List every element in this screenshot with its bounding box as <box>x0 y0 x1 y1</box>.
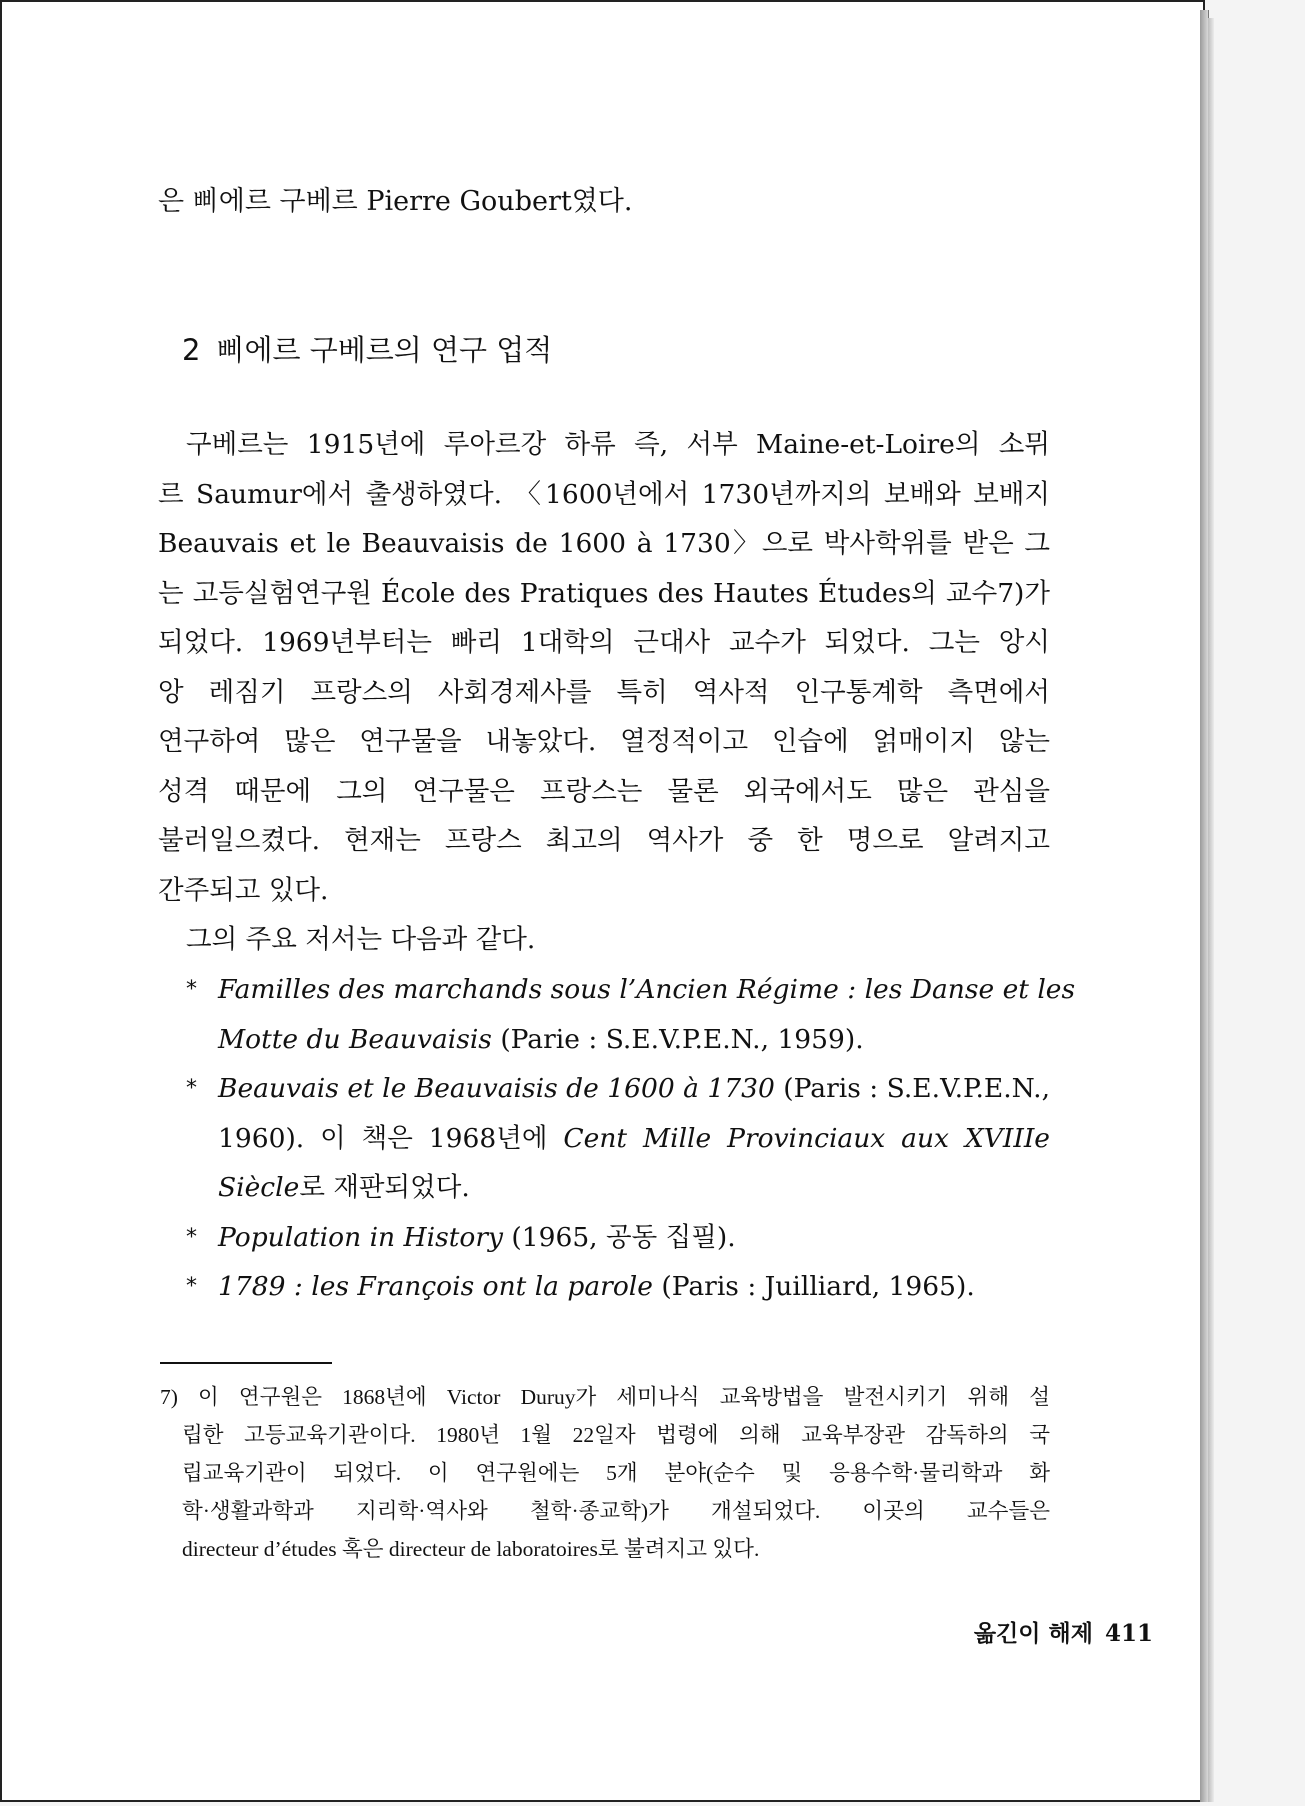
running-footer <box>974 1615 1153 1648</box>
work-note: 1960). 이 책은 1968년에 <box>218 1122 564 1154</box>
body-line: 연구하여 많은 연구물을 내놓았다. 열정적이고 인습에 얽매이지 않는 <box>158 726 1050 757</box>
work-title: Siècle <box>218 1172 300 1203</box>
footnote-line: 학·생활과학과 지리학·역사와 철학·종교학)가 개설되었다. 이곳의 교수들은 <box>182 1499 1050 1523</box>
work-line <box>218 1163 1050 1213</box>
body-line: 되었다. 1969년부터는 빠리 1대학의 근대사 교수가 되었다. 그는 앙시 <box>158 627 1050 658</box>
work-line <box>218 1064 1050 1114</box>
body-line: 르 Saumur에서 출생하였다. 〈1600년에서 1730년까지의 보배와 보배지 <box>158 478 1050 510</box>
continued-text-line <box>158 178 1050 226</box>
work-title: Population in History <box>218 1221 503 1253</box>
list-item <box>158 1064 1050 1213</box>
list-item <box>158 1213 1050 1263</box>
list-item <box>158 1262 1050 1312</box>
work-publication: (Paris : Juilliard, 1965). <box>652 1271 975 1302</box>
bullet-star: * <box>186 977 197 1002</box>
work-title: Cent Mille Provinciaux aux XVIIIe <box>563 1122 1050 1154</box>
work-line <box>218 1262 1050 1312</box>
footnote-line: 립교육기관이 되었다. 이 연구원에는 5개 분야(순수 및 응용수학·물리학과 화 <box>182 1461 1050 1485</box>
bullet-star: * <box>186 1224 197 1250</box>
work-line <box>218 1213 1050 1263</box>
footnote-line: 7) 이 연구원은 1868년에 Victor Duruy가 세미나식 교육방법을 발전시키기 위해 설 <box>160 1385 1050 1409</box>
footnote-divider <box>160 1362 332 1364</box>
top-text: 은 삐에르 구베르 Pierre Goubert였다. <box>158 186 633 217</box>
bullet-star: * <box>186 1076 197 1101</box>
work-title: Beauvais et le Beauvaisis de 1600 à 1730 <box>218 1073 775 1104</box>
page-edge-shadow-outer <box>1208 18 1214 1802</box>
body-line: 앙 레짐기 프랑스의 사회경제사를 특히 역사적 인구통계학 측면에서 <box>158 676 1050 708</box>
bullet-star: * <box>186 1274 197 1299</box>
footnote-line: 립한 고등교육기관이다. 1980년 1월 22일자 법령에 의해 교육부장관 감독하의 국 <box>182 1423 1050 1447</box>
section-title: 삐에르 구베르의 연구 업적 <box>216 333 553 367</box>
body-paragraph <box>158 420 1050 965</box>
body-line: 는 고등실험연구원 École des Pratiques des Hautes Études의 교수7)가 <box>158 577 1050 609</box>
body-line: 구베르는 1915년에 루아르강 하류 즉, 서부 Maine-et-Loire의 소뮈 <box>186 429 1050 460</box>
work-publication: (Parie : S.E.V.P.E.N., 1959). <box>491 1023 864 1055</box>
footnote <box>160 1378 1050 1568</box>
section-heading <box>182 326 1074 374</box>
page-number: 411 <box>1104 1620 1153 1647</box>
work-note: 로 재판되었다. <box>299 1172 470 1203</box>
section-number: 2 <box>182 333 201 367</box>
work-publication: (1965, 공동 집필). <box>502 1221 736 1253</box>
list-item <box>158 965 1076 1064</box>
work-title: Motte du Beauvaisis <box>218 1023 492 1055</box>
body-line: Beauvais et le Beauvaisis de 1600 à 1730〉으로 박사학위를 받은 그 <box>158 528 1050 559</box>
work-line <box>218 1015 1050 1065</box>
body-line: 성격 때문에 그의 연구물은 프랑스는 물론 외국에서도 많은 관심을 <box>158 775 1050 807</box>
work-publication: (Paris : S.E.V.P.E.N., <box>774 1073 1050 1104</box>
works-list <box>158 965 1076 1312</box>
footnote-line: directeur d’études 혹은 directeur de laboratoires로 불려지고 있다. <box>182 1537 760 1561</box>
work-title: 1789 : les François ont la parole <box>218 1271 653 1302</box>
footer-label: 옮긴이 해제 <box>973 1620 1093 1647</box>
work-line <box>218 1114 1050 1164</box>
work-line <box>218 965 1076 1015</box>
works-intro: 그의 주요 저서는 다음과 같다. <box>186 924 536 955</box>
body-line: 간주되고 있다. <box>158 874 329 906</box>
body-line: 불러일으켰다. 현재는 프랑스 최고의 역사가 중 한 명으로 알려지고 <box>158 825 1050 856</box>
work-title: Familles des marchands sous l’Ancien Régime : les Danse et les <box>218 974 1076 1005</box>
